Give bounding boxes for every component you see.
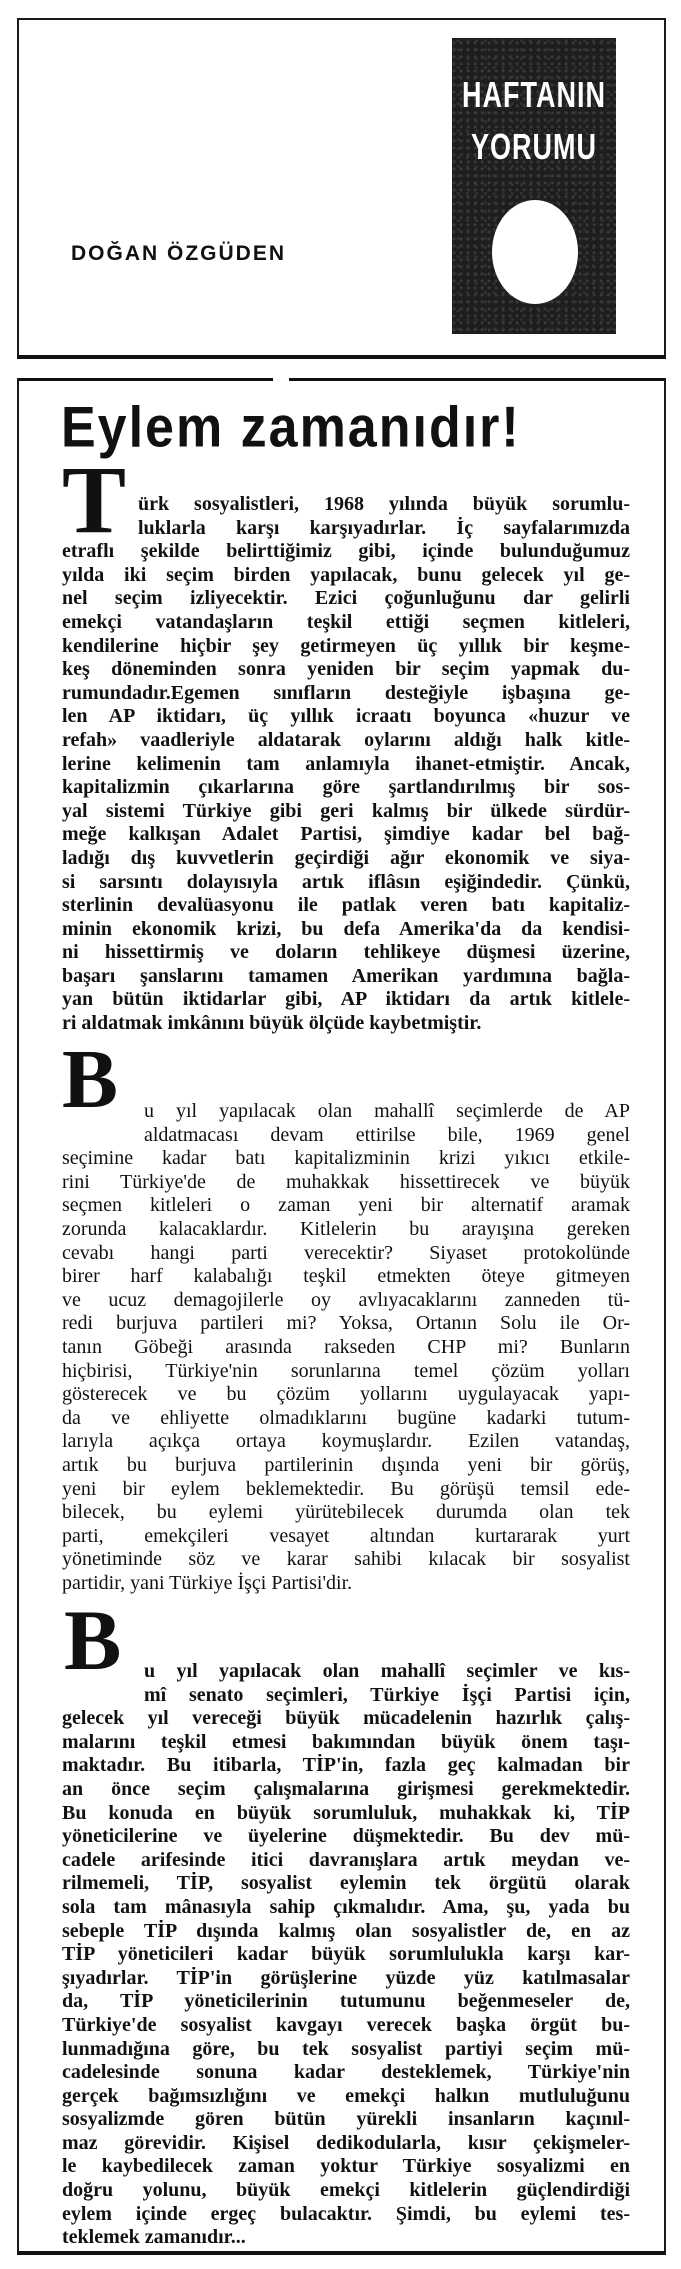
author-name: DOĞAN ÖZGÜDEN xyxy=(71,242,286,265)
text-line: le kaybedilecek zaman yoktur Türkiye sosyalizmi en xyxy=(62,2155,630,2178)
text-line: Türkiye'de sosyalist kavgayı verecek başka örgüt bu- xyxy=(62,2013,630,2036)
text-line: başarı şanslarını tamamen Amerikan yardımına bağla- xyxy=(62,964,630,987)
drop-cap: B xyxy=(62,1033,119,1126)
text-line: artık bu burjuva partilerinin dışında yeni bir görüş, xyxy=(62,1453,630,1476)
text-line: cevabı hangi parti verecektir? Siyaset protokolünde xyxy=(62,1241,630,1264)
badge-line-1: HAFTANIN xyxy=(462,74,606,116)
text-line: nel seçim izliyecektir. Ezici çoğunluğunu dar gelirli xyxy=(62,587,630,610)
text-line: emekçi vatandaşların teşkil ettiği seçmen kitleleri, xyxy=(62,610,630,633)
text-line: sebeple TİP dışında kalmış olan sosyalistler de, en az xyxy=(62,1919,630,1942)
text-line: gerçek bağımsızlığını ve emekçi halkın mutluluğunu xyxy=(62,2084,630,2107)
text-line: gösterecek ve bu çözüm yollarını uygulayacak yapı- xyxy=(62,1383,630,1406)
text-line: partidir, yani Türkiye İşçi Partisi'dir. xyxy=(62,1571,353,1594)
text-line: sosyalizmde gören bütün yürekli insanların kaçınıl- xyxy=(62,2108,630,2131)
text-line: seçmen kitleleri o zaman yeni bir alternatif aramak xyxy=(62,1194,630,1217)
paragraph-2 xyxy=(62,1100,630,1595)
text-line: lerine kelimenin tam anlamıyla ihanet-etmiştir. Ancak, xyxy=(62,752,630,775)
text-line: yan bütün iktidarlar gibi, AP iktidarı da artık kitlele- xyxy=(62,988,630,1011)
text-line: lunmadığına göre, bu tek sosyalist partiyi seçim mü- xyxy=(62,2037,630,2060)
text-line: ve ucuz demagojilerle oy avlıyacaklarını zanneden tü- xyxy=(62,1288,630,1311)
text-line: sterlinin devalüasyonu ile patlak veren batı kapitaliz- xyxy=(62,894,630,917)
text-line: ni hissettirmiş ve doların tehlikeye düşmesi üzerine, xyxy=(62,941,630,964)
text-line: len AP iktidarı, üç yıllık icraatı boyunca «huzur ve xyxy=(62,705,630,728)
text-line: birer harf kalabalığı teşkil etmekten öteye gitmeyen xyxy=(62,1265,630,1288)
circle-icon xyxy=(492,200,578,304)
text-line: şıyadırlar. TİP'in görüşlerine yüzde yüz katılmasalar xyxy=(62,1966,630,1989)
text-line: zorunda kalacaklardır. Kitlelerin bu arayışına gereken xyxy=(62,1217,630,1240)
column-header xyxy=(17,18,666,359)
text-line: Bu konuda en büyük sorumluluk, muhakkak ki, TİP xyxy=(62,1801,630,1824)
text-line: eylem içinde ergeç bulacaktır. Şimdi, bu eylemi tes- xyxy=(62,2202,630,2225)
text-line: u yıl yapılacak olan mahallî seçimlerde de AP xyxy=(144,1100,630,1122)
paragraph-1 xyxy=(62,493,630,1036)
text-line: minin ekonomik krizi, bu defa Amerika'da da kendisi- xyxy=(62,917,630,940)
text-line: ri aldatmak imkânını büyük ölçüde kaybetmiştir. xyxy=(62,1012,482,1035)
text-line: kapitalizmin çıkarlarına göre şartlandırılmış bir sos- xyxy=(62,776,630,799)
text-line: malarını teşkil etmesi bakımından büyük önem taşı- xyxy=(62,1730,630,1753)
text-line: yönetiminde söz ve karar sahibi kılacak bir sosyalist xyxy=(62,1548,630,1571)
text-line: yal sistemi Türkiye gibi geri kalmış bir ülkede sürdür- xyxy=(62,799,630,822)
text-line: cadelesinde sonuna kadar desteklemek, Türkiye'nin xyxy=(62,2061,630,2084)
text-line: doğru yolunu, büyük emekçi kitlelerin güçlendirdiği xyxy=(62,2179,630,2202)
text-line: rilmemeli, TİP, sosyalist eylemin tek örgütü olarak xyxy=(62,1872,630,1895)
drop-cap: T xyxy=(62,446,127,553)
text-line: hiçbirisi, Türkiye'nin sorunlarına temel çözüm yolları xyxy=(62,1359,630,1382)
text-line: larıyla açıkça ortaya koymuşlardır. Ezilen vatandaş, xyxy=(62,1430,630,1453)
text-line: da, TİP yöneticilerinin tutumunu beğenmeseler de, xyxy=(62,1990,630,2013)
text-line: gelecek yıl vereceği büyük mücadelenin hazırlık çalış- xyxy=(62,1707,630,1730)
paragraph-3 xyxy=(62,1660,630,2250)
text-line: kendilerine hiçbir şey getirmeyen üç yıllık bir keşme- xyxy=(62,634,630,657)
text-line: ürk sosyalistleri, 1968 yılında büyük sorumlu- xyxy=(138,493,630,515)
text-line: maz görevidir. Kişisel dedikodularla, kısır çekişmeler- xyxy=(62,2131,630,2154)
drop-cap: B xyxy=(64,1592,122,1688)
text-line: teklemek zamanıdır... xyxy=(62,2226,246,2249)
text-line: seçimine kadar batı kapitalizminin krizi yıkıcı etkile- xyxy=(62,1147,630,1170)
text-line: bilecek, bu eylemi yürütebilecek durumda olan tek xyxy=(62,1501,630,1524)
article xyxy=(17,378,666,2255)
text-line: ladığı dış kuvvetlerin geçirdiği ağır ekonomik ve siya- xyxy=(62,846,630,869)
text-line: u yıl yapılacak olan mahallî seçimler ve kıs- xyxy=(144,1660,630,1682)
text-line: redi burjuva partileri mi? Yoksa, Ortanın Solu ile Or- xyxy=(62,1312,630,1335)
text-line: luklarla karşı karşıyadırlar. İç sayfalarımızda xyxy=(138,516,630,539)
article-title: Eylem zamanıdır! xyxy=(61,396,521,460)
text-line: refah» vaadleriyle aldatarak oylarını aldığı halk kitle- xyxy=(62,728,630,751)
text-line: yeni bir eylem beklemektedir. Bu görüşü temsil ede- xyxy=(62,1477,630,1500)
text-line: parti, emekçileri vesayet altından kurtararak yurt xyxy=(62,1524,630,1547)
text-line: mî senato seçimleri, Türkiye İşçi Partisi için, xyxy=(144,1683,630,1706)
text-line: meğe kalkışan Adalet Partisi, şimdiye kadar bel bağ- xyxy=(62,823,630,846)
badge-line-2: YORUMU xyxy=(471,126,597,168)
text-line: si sarsıntı dolayısıyla artık iflâsın eşiğindedir. Çünkü, xyxy=(62,870,630,893)
text-line: aldatmacası devam ettirilse bile, 1969 genel xyxy=(144,1123,630,1146)
text-line: yılda iki seçim birden yapılacak, bunu gelecek yıl ge- xyxy=(62,563,630,586)
text-line: tanın Göbeği arasında rakseden CHP mi? Bunların xyxy=(62,1335,630,1358)
text-line: TİP yöneticileri kadar büyük sorumlulukla karşı kar- xyxy=(62,1943,630,1966)
text-line: cadele arifesinde itici davranışlara artık meydan ve- xyxy=(62,1848,630,1871)
column-badge xyxy=(452,38,616,334)
text-line: keş döneminden sonra yeniden bir seçim yapmak du- xyxy=(62,658,630,681)
text-line: sola tam mânasıyla sahip çıkmalıdır. Ama, şu, yada bu xyxy=(62,1895,630,1918)
text-line: etraflı şekilde belirttiğimiz gibi, içinde bulunduğumuz xyxy=(62,540,630,563)
text-line: rini Türkiye'de de muhakkak hissettirecek ve büyük xyxy=(62,1170,630,1193)
text-line: rumundadır.Egemen sınıfların desteğiyle işbaşına ge- xyxy=(62,681,630,704)
text-line: maktadır. Bu itibarla, TİP'in, fazla geç kalmadan bir xyxy=(62,1754,630,1777)
text-line: yöneticilerine ve üyelerine düşmektedir. Bu dev mü- xyxy=(62,1825,630,1848)
text-line: da ve ehliyette olmadıklarını bugüne kadarki tutum- xyxy=(62,1406,630,1429)
text-line: an önce seçim çalışmalarına girişmesi gerekmektedir. xyxy=(62,1777,630,1800)
